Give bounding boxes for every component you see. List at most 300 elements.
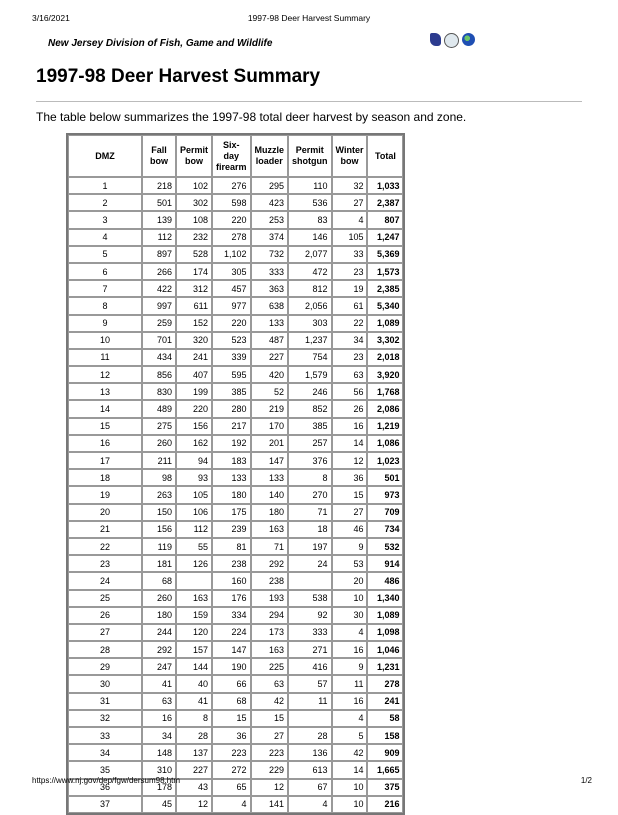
table-cell: 30 xyxy=(68,675,142,692)
table-cell: 190 xyxy=(212,658,251,675)
table-cell: 18 xyxy=(288,521,332,538)
table-cell: 46 xyxy=(332,521,368,538)
table-cell: 303 xyxy=(288,315,332,332)
table-cell: 238 xyxy=(251,572,289,589)
table-cell: 66 xyxy=(212,675,251,692)
table-cell: 159 xyxy=(176,607,212,624)
table-cell: 241 xyxy=(367,693,403,710)
table-cell: 486 xyxy=(367,572,403,589)
table-cell: 2,385 xyxy=(367,280,403,297)
table-row xyxy=(68,607,403,624)
table-cell: 146 xyxy=(288,229,332,246)
table-cell: 914 xyxy=(367,555,403,572)
table-cell: 163 xyxy=(251,521,289,538)
table-cell: 1,340 xyxy=(367,590,403,607)
table-cell: 5,340 xyxy=(367,297,403,314)
table-cell: 229 xyxy=(251,761,289,778)
table-cell: 856 xyxy=(142,366,176,383)
col-header-dmz: DMZ xyxy=(68,135,142,177)
table-row xyxy=(68,624,403,641)
table-cell: 30 xyxy=(332,607,368,624)
table-cell: 180 xyxy=(251,504,289,521)
table-cell: 276 xyxy=(212,177,251,194)
table-cell: 423 xyxy=(251,194,289,211)
table-cell: 2 xyxy=(68,194,142,211)
table-cell: 14 xyxy=(68,400,142,417)
table-cell: 36 xyxy=(68,779,142,796)
table-cell: 416 xyxy=(288,658,332,675)
table-row xyxy=(68,452,403,469)
table-cell: 220 xyxy=(212,315,251,332)
table-cell: 24 xyxy=(68,572,142,589)
table-cell: 133 xyxy=(251,469,289,486)
table-cell: 830 xyxy=(142,383,176,400)
table-cell: 63 xyxy=(142,693,176,710)
table-cell: 2,086 xyxy=(367,400,403,417)
table-cell: 638 xyxy=(251,297,289,314)
table-cell: 19 xyxy=(332,280,368,297)
table-cell: 375 xyxy=(367,779,403,796)
table-cell: 973 xyxy=(367,486,403,503)
col-header-muzzle-loader: Muzzle loader xyxy=(251,135,289,177)
table-cell: 158 xyxy=(367,727,403,744)
table-cell: 22 xyxy=(68,538,142,555)
table-cell: 34 xyxy=(332,332,368,349)
table-cell: 260 xyxy=(142,590,176,607)
table-cell: 1,089 xyxy=(367,607,403,624)
table-cell: 363 xyxy=(251,280,289,297)
table-cell: 253 xyxy=(251,211,289,228)
table-cell: 52 xyxy=(251,383,289,400)
intro-text: The table below summarizes the 1997-98 total deer harvest by season and zone. xyxy=(36,110,467,124)
table-cell: 57 xyxy=(288,675,332,692)
table-cell: 807 xyxy=(367,211,403,228)
harvest-table xyxy=(66,133,405,815)
table-cell: 238 xyxy=(212,555,251,572)
table-cell: 271 xyxy=(288,641,332,658)
table-cell: 3,302 xyxy=(367,332,403,349)
fish-logo-icon[interactable] xyxy=(444,33,459,48)
table-cell: 120 xyxy=(176,624,212,641)
table-cell: 246 xyxy=(288,383,332,400)
table-cell: 8 xyxy=(176,710,212,727)
table-cell: 385 xyxy=(288,418,332,435)
table-cell: 812 xyxy=(288,280,332,297)
table-cell: 174 xyxy=(176,263,212,280)
table-row xyxy=(68,572,403,589)
table-cell: 997 xyxy=(142,297,176,314)
table-cell: 909 xyxy=(367,744,403,761)
table-cell: 598 xyxy=(212,194,251,211)
header-row xyxy=(68,135,403,177)
table-cell: 35 xyxy=(68,761,142,778)
table-cell: 106 xyxy=(176,504,212,521)
table-cell: 420 xyxy=(251,366,289,383)
table-cell: 15 xyxy=(212,710,251,727)
table-cell: 8 xyxy=(68,297,142,314)
table-cell: 58 xyxy=(367,710,403,727)
table-cell: 45 xyxy=(142,796,176,813)
table-cell: 2,056 xyxy=(288,297,332,314)
table-cell: 224 xyxy=(212,624,251,641)
table-cell: 1 xyxy=(68,177,142,194)
table-cell: 302 xyxy=(176,194,212,211)
table-cell: 3 xyxy=(68,211,142,228)
table-cell: 223 xyxy=(251,744,289,761)
table-cell: 266 xyxy=(142,263,176,280)
print-page-title: 1997-98 Deer Harvest Summary xyxy=(247,13,371,23)
table-cell xyxy=(176,572,212,589)
table-cell: 28 xyxy=(288,727,332,744)
table-row xyxy=(68,418,403,435)
table-cell: 56 xyxy=(332,383,368,400)
table-cell: 13 xyxy=(68,383,142,400)
table-cell: 180 xyxy=(142,607,176,624)
table-row xyxy=(68,366,403,383)
table-cell: 5 xyxy=(68,246,142,263)
table-cell: 156 xyxy=(176,418,212,435)
table-cell: 42 xyxy=(251,693,289,710)
table-cell: 310 xyxy=(142,761,176,778)
table-cell: 53 xyxy=(332,555,368,572)
table-cell: 32 xyxy=(68,710,142,727)
table-cell: 333 xyxy=(251,263,289,280)
table-cell: 257 xyxy=(288,435,332,452)
table-cell: 3,920 xyxy=(367,366,403,383)
table-cell: 16 xyxy=(332,693,368,710)
table-cell: 247 xyxy=(142,658,176,675)
table-cell: 21 xyxy=(68,521,142,538)
table-cell: 119 xyxy=(142,538,176,555)
table-row xyxy=(68,297,403,314)
table-cell: 183 xyxy=(212,452,251,469)
table-cell: 1,086 xyxy=(367,435,403,452)
table-cell: 29 xyxy=(68,658,142,675)
table-cell: 1,098 xyxy=(367,624,403,641)
table-cell: 139 xyxy=(142,211,176,228)
table-cell: 1,573 xyxy=(367,263,403,280)
table-cell: 25 xyxy=(68,590,142,607)
table-cell: 170 xyxy=(251,418,289,435)
table-cell: 150 xyxy=(142,504,176,521)
table-cell: 272 xyxy=(212,761,251,778)
table-cell: 16 xyxy=(68,435,142,452)
table-cell: 6 xyxy=(68,263,142,280)
table-cell: 55 xyxy=(176,538,212,555)
table-cell: 26 xyxy=(332,400,368,417)
table-cell: 12 xyxy=(332,452,368,469)
table-cell: 4 xyxy=(332,211,368,228)
table-row xyxy=(68,211,403,228)
table-cell: 27 xyxy=(332,504,368,521)
table-cell: 201 xyxy=(251,435,289,452)
table-row xyxy=(68,435,403,452)
table-cell: 40 xyxy=(176,675,212,692)
table-row xyxy=(68,521,403,538)
table-cell: 1,033 xyxy=(367,177,403,194)
table-cell: 217 xyxy=(212,418,251,435)
table-cell: 216 xyxy=(367,796,403,813)
table-cell: 709 xyxy=(367,504,403,521)
table-row xyxy=(68,590,403,607)
table-cell: 163 xyxy=(251,641,289,658)
table-cell: 32 xyxy=(332,177,368,194)
print-page-number: 1/2 xyxy=(580,776,592,785)
agency-icons xyxy=(430,33,475,48)
table-cell: 94 xyxy=(176,452,212,469)
table-cell: 701 xyxy=(142,332,176,349)
table-cell: 110 xyxy=(288,177,332,194)
table-cell: 334 xyxy=(212,607,251,624)
table-cell: 9 xyxy=(332,658,368,675)
table-row xyxy=(68,693,403,710)
col-header-permit-bow: Permit bow xyxy=(176,135,212,177)
table-cell: 71 xyxy=(251,538,289,555)
table-cell: 68 xyxy=(142,572,176,589)
table-cell: 11 xyxy=(288,693,332,710)
table-cell: 141 xyxy=(251,796,289,813)
table-cell: 225 xyxy=(251,658,289,675)
table-cell: 133 xyxy=(212,469,251,486)
table-row xyxy=(68,641,403,658)
table-cell: 126 xyxy=(176,555,212,572)
table-cell: 173 xyxy=(251,624,289,641)
table-cell: 489 xyxy=(142,400,176,417)
table-cell: 4 xyxy=(332,710,368,727)
table-cell: 42 xyxy=(332,744,368,761)
table-cell: 15 xyxy=(251,710,289,727)
table-cell: 1,089 xyxy=(367,315,403,332)
table-cell: 156 xyxy=(142,521,176,538)
table-row xyxy=(68,744,403,761)
table-cell: 93 xyxy=(176,469,212,486)
table-cell: 63 xyxy=(332,366,368,383)
table-cell: 312 xyxy=(176,280,212,297)
table-cell: 218 xyxy=(142,177,176,194)
table-cell: 4 xyxy=(68,229,142,246)
table-cell: 20 xyxy=(68,504,142,521)
table-cell: 37 xyxy=(68,796,142,813)
table-cell: 11 xyxy=(68,349,142,366)
table-cell: 8 xyxy=(288,469,332,486)
table-cell: 81 xyxy=(212,538,251,555)
table-cell: 333 xyxy=(288,624,332,641)
table-cell: 241 xyxy=(176,349,212,366)
table-cell: 278 xyxy=(212,229,251,246)
table-cell: 36 xyxy=(332,469,368,486)
table-cell: 152 xyxy=(176,315,212,332)
page-title: 1997-98 Deer Harvest Summary xyxy=(36,66,321,87)
table-row xyxy=(68,280,403,297)
table-cell: 977 xyxy=(212,297,251,314)
table-cell: 292 xyxy=(251,555,289,572)
table-cell: 1,102 xyxy=(212,246,251,263)
col-header-six-day-firearm: Six-day firearm xyxy=(212,135,251,177)
table-cell: 376 xyxy=(288,452,332,469)
table-row xyxy=(68,194,403,211)
table-cell: 163 xyxy=(176,590,212,607)
table-cell: 192 xyxy=(212,435,251,452)
table-cell: 1,768 xyxy=(367,383,403,400)
table-row xyxy=(68,263,403,280)
table-cell: 28 xyxy=(176,727,212,744)
table-cell: 305 xyxy=(212,263,251,280)
table-cell: 487 xyxy=(251,332,289,349)
table-row xyxy=(68,315,403,332)
table-cell: 98 xyxy=(142,469,176,486)
table-row xyxy=(68,675,403,692)
agency-name: New Jersey Division of Fish, Game and Wildlife xyxy=(48,38,273,49)
table-cell: 23 xyxy=(68,555,142,572)
table-cell: 14 xyxy=(332,435,368,452)
table-cell: 5 xyxy=(332,727,368,744)
table-cell: 219 xyxy=(251,400,289,417)
table-cell: 7 xyxy=(68,280,142,297)
table-cell: 227 xyxy=(176,761,212,778)
table-cell: 1,231 xyxy=(367,658,403,675)
table-cell: 193 xyxy=(251,590,289,607)
table-cell: 16 xyxy=(332,641,368,658)
table-row xyxy=(68,400,403,417)
table-cell: 611 xyxy=(176,297,212,314)
print-date: 3/16/2021 xyxy=(32,13,70,23)
table-cell: 112 xyxy=(142,229,176,246)
table-cell: 27 xyxy=(251,727,289,744)
table-row xyxy=(68,658,403,675)
table-cell: 162 xyxy=(176,435,212,452)
table-cell: 422 xyxy=(142,280,176,297)
table-cell: 263 xyxy=(142,486,176,503)
table-cell: 754 xyxy=(288,349,332,366)
table-cell: 71 xyxy=(288,504,332,521)
table-cell: 157 xyxy=(176,641,212,658)
table-cell: 244 xyxy=(142,624,176,641)
table-cell: 270 xyxy=(288,486,332,503)
table-cell: 1,046 xyxy=(367,641,403,658)
table-cell: 523 xyxy=(212,332,251,349)
table-cell: 41 xyxy=(176,693,212,710)
table-cell: 137 xyxy=(176,744,212,761)
table-cell: 320 xyxy=(176,332,212,349)
table-cell: 147 xyxy=(212,641,251,658)
table-cell: 1,665 xyxy=(367,761,403,778)
table-cell: 16 xyxy=(142,710,176,727)
table-row xyxy=(68,177,403,194)
table-cell: 27 xyxy=(332,194,368,211)
table-cell: 4 xyxy=(212,796,251,813)
table-cell: 10 xyxy=(68,332,142,349)
table-cell: 407 xyxy=(176,366,212,383)
table-cell: 4 xyxy=(288,796,332,813)
table-cell: 10 xyxy=(332,590,368,607)
table-cell: 528 xyxy=(176,246,212,263)
table-cell: 211 xyxy=(142,452,176,469)
table-cell: 15 xyxy=(332,486,368,503)
table-cell: 11 xyxy=(332,675,368,692)
table-cell: 385 xyxy=(212,383,251,400)
table-cell: 133 xyxy=(251,315,289,332)
table-cell: 102 xyxy=(176,177,212,194)
table-cell: 339 xyxy=(212,349,251,366)
table-cell: 1,219 xyxy=(367,418,403,435)
table-cell: 220 xyxy=(176,400,212,417)
table-cell: 457 xyxy=(212,280,251,297)
table-cell: 61 xyxy=(332,297,368,314)
table-cell: 220 xyxy=(212,211,251,228)
table-row xyxy=(68,727,403,744)
table-cell: 160 xyxy=(212,572,251,589)
table-cell: 105 xyxy=(332,229,368,246)
table-cell: 239 xyxy=(212,521,251,538)
table-cell: 34 xyxy=(142,727,176,744)
table-cell: 197 xyxy=(288,538,332,555)
table-cell: 434 xyxy=(142,349,176,366)
table-cell: 67 xyxy=(288,779,332,796)
table-row xyxy=(68,349,403,366)
col-header-fall-bow: Fall bow xyxy=(142,135,176,177)
table-cell: 176 xyxy=(212,590,251,607)
table-cell: 148 xyxy=(142,744,176,761)
table-row xyxy=(68,538,403,555)
table-cell: 23 xyxy=(332,349,368,366)
table-cell: 14 xyxy=(332,761,368,778)
table-cell: 19 xyxy=(68,486,142,503)
table-row xyxy=(68,469,403,486)
table-cell: 897 xyxy=(142,246,176,263)
table-cell: 2,077 xyxy=(288,246,332,263)
table-row xyxy=(68,246,403,263)
table-cell: 12 xyxy=(68,366,142,383)
table-cell xyxy=(288,572,332,589)
table-cell: 260 xyxy=(142,435,176,452)
table-row xyxy=(68,796,403,813)
nj-state-icon[interactable] xyxy=(430,33,441,46)
table-cell: 732 xyxy=(251,246,289,263)
print-url: https://www.nj.gov/dep/fgw/dersum98.htm xyxy=(32,776,181,785)
table-cell: 43 xyxy=(176,779,212,796)
table-cell: 28 xyxy=(68,641,142,658)
globe-icon[interactable] xyxy=(462,33,475,46)
table-cell: 9 xyxy=(68,315,142,332)
table-cell: 18 xyxy=(68,469,142,486)
table-cell: 27 xyxy=(68,624,142,641)
table-cell: 83 xyxy=(288,211,332,228)
table-cell: 538 xyxy=(288,590,332,607)
table-row xyxy=(68,555,403,572)
table-cell: 31 xyxy=(68,693,142,710)
table-cell: 16 xyxy=(332,418,368,435)
col-header-total: Total xyxy=(367,135,403,177)
table-cell: 92 xyxy=(288,607,332,624)
col-header-permit-shotgun: Permit shotgun xyxy=(288,135,332,177)
table-cell: 1,023 xyxy=(367,452,403,469)
table-cell: 33 xyxy=(68,727,142,744)
table-cell: 181 xyxy=(142,555,176,572)
table-cell: 223 xyxy=(212,744,251,761)
table-cell: 20 xyxy=(332,572,368,589)
table-cell: 5,369 xyxy=(367,246,403,263)
table-cell: 12 xyxy=(251,779,289,796)
table-row xyxy=(68,383,403,400)
table-cell: 144 xyxy=(176,658,212,675)
table-cell: 734 xyxy=(367,521,403,538)
table-cell: 23 xyxy=(332,263,368,280)
table-cell: 140 xyxy=(251,486,289,503)
table-cell: 12 xyxy=(176,796,212,813)
table-cell: 232 xyxy=(176,229,212,246)
table-cell: 41 xyxy=(142,675,176,692)
table-cell: 1,579 xyxy=(288,366,332,383)
